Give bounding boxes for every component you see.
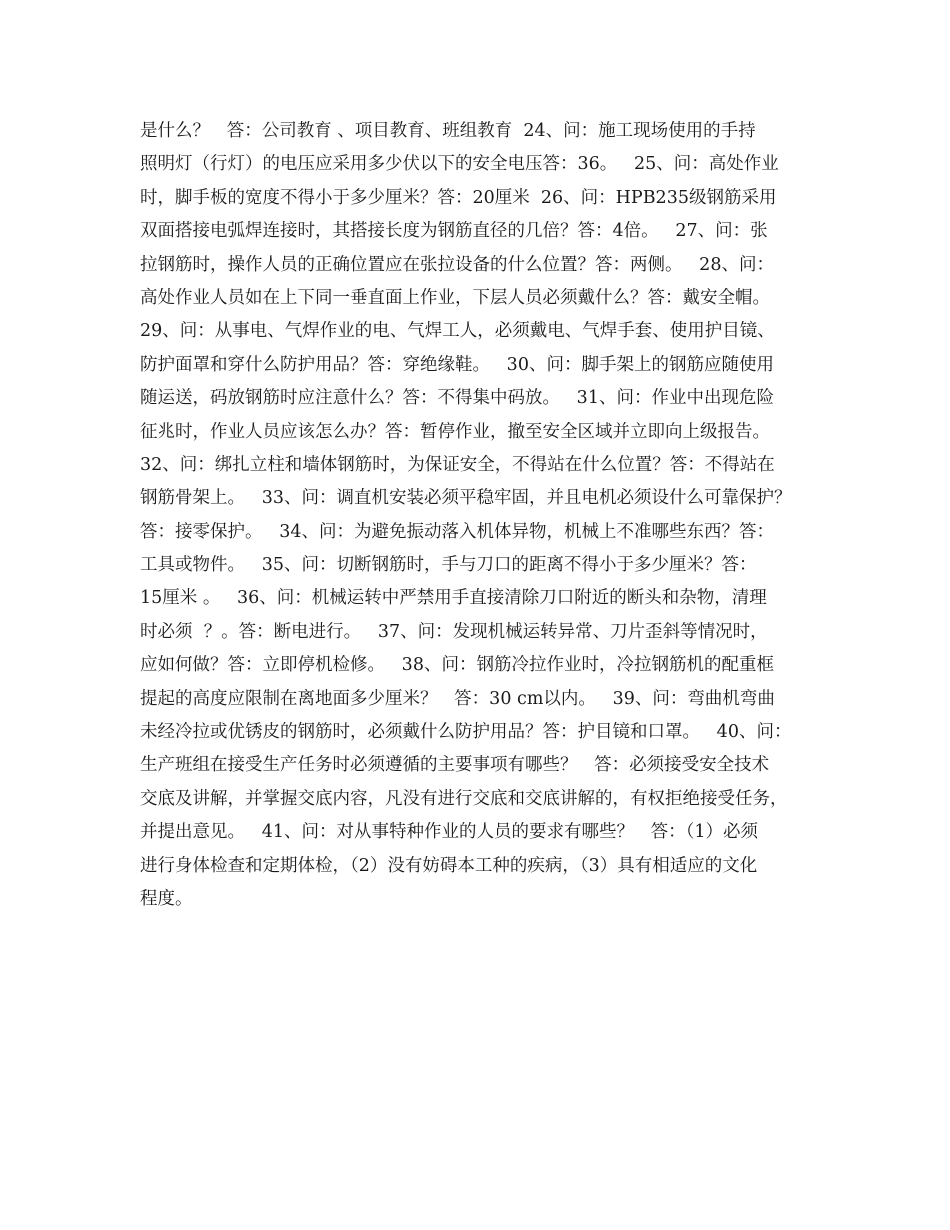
text-line: 时必须 ？。答：断电进行。 37、问：发现机械运转异常、刀片歪斜等情况时， [140,621,768,642]
text-line: 生产班组在接受生产任务时必须遵循的主要事项有哪些？ 答：必须接受安全技术 [140,755,770,776]
text-line: 并提出意见。 41、问：对从事特种作业的人员的要求有哪些？ 答：（1）必须 [140,822,759,843]
text-line: 高处作业人员如在上下同一垂直面上作业，下层人员必须戴什么？答：戴安全帽。 [140,287,770,308]
text-line: 提起的高度应限制在离地面多少厘米？ 答：30 cm以内。 39、问：弯曲机弯曲 [140,688,775,709]
text-line: 交底及讲解，并掌握交底内容，凡没有进行交底和交底讲解的，有权拒绝接受任务， [140,788,788,809]
text-line: 拉钢筋时，操作人员的正确位置应在张拉设备的什么位置？答：两侧。 28、问： [140,254,774,275]
text-line: 征兆时，作业人员应该怎么办？答：暂停作业，撤至安全区域并立即向上级报告。 [140,421,770,442]
text-line: 钢筋骨架上。 33、问：调直机安装必须平稳牢固，并且电机必须设什么可靠保护？ [140,488,792,509]
text-line: 是什么？ 答：公司教育 、项目教育、班组教育 24、问：施工现场使用的手持 [140,121,756,141]
text-line: 应如何做？答：立即停机检修。 38、问：钢筋冷拉作业时，冷拉钢筋机的配重框 [140,655,774,676]
body-text [140,115,840,916]
text-line: 答：接零保护。 34、问：为避免振动落入机体异物，机械上不准哪些东西？答： [140,521,774,542]
text-line: 32、问：绑扎立柱和墙体钢筋时，为保证安全，不得站在什么位置？答：不得站在 [140,454,775,475]
text-line: 工具或物件。 35、问：切断钢筋时，手与刀口的距离不得小于多少厘米？答： [140,555,757,576]
text-line: 照明灯（行灯）的电压应采用多少伏以下的安全电压答：36。 25、问：高处作业 [140,154,779,175]
text-line: 进行身体检查和定期体检，（2）没有妨碍本工种的疾病，（3）具有相适应的文化 [140,855,758,876]
text-line: 随运送，码放钢筋时应注意什么？答：不得集中码放。 31、问：作业中出现危险 [140,388,774,409]
text-line: 时，脚手板的宽度不得小于多少厘米？答：20厘米 26、问：HPB235级钢筋采用 [140,187,777,208]
text-line: 程度。 [140,888,193,909]
text-line: 防护面罩和穿什么防护用品？答：穿绝缘鞋。 30、问：脚手架上的钢筋应随使用 [140,354,774,375]
text-line: 未经冷拉或优锈皮的钢筋时，必须戴什么防护用品？答：护目镜和口罩。 40、问： [140,722,792,743]
text-line: 双面搭接电弧焊连接时，其搭接长度为钢筋直径的几倍？答：4倍。 27、问：张 [140,221,768,242]
text-line: 29、问：从事电、气焊作业的电、气焊工人，必须戴电、气焊手套、使用护目镜、 [140,321,775,342]
text-line: 15厘米 。 36、问：机械运转中严禁用手直接清除刀口附近的断头和杂物，清理 [140,588,767,609]
